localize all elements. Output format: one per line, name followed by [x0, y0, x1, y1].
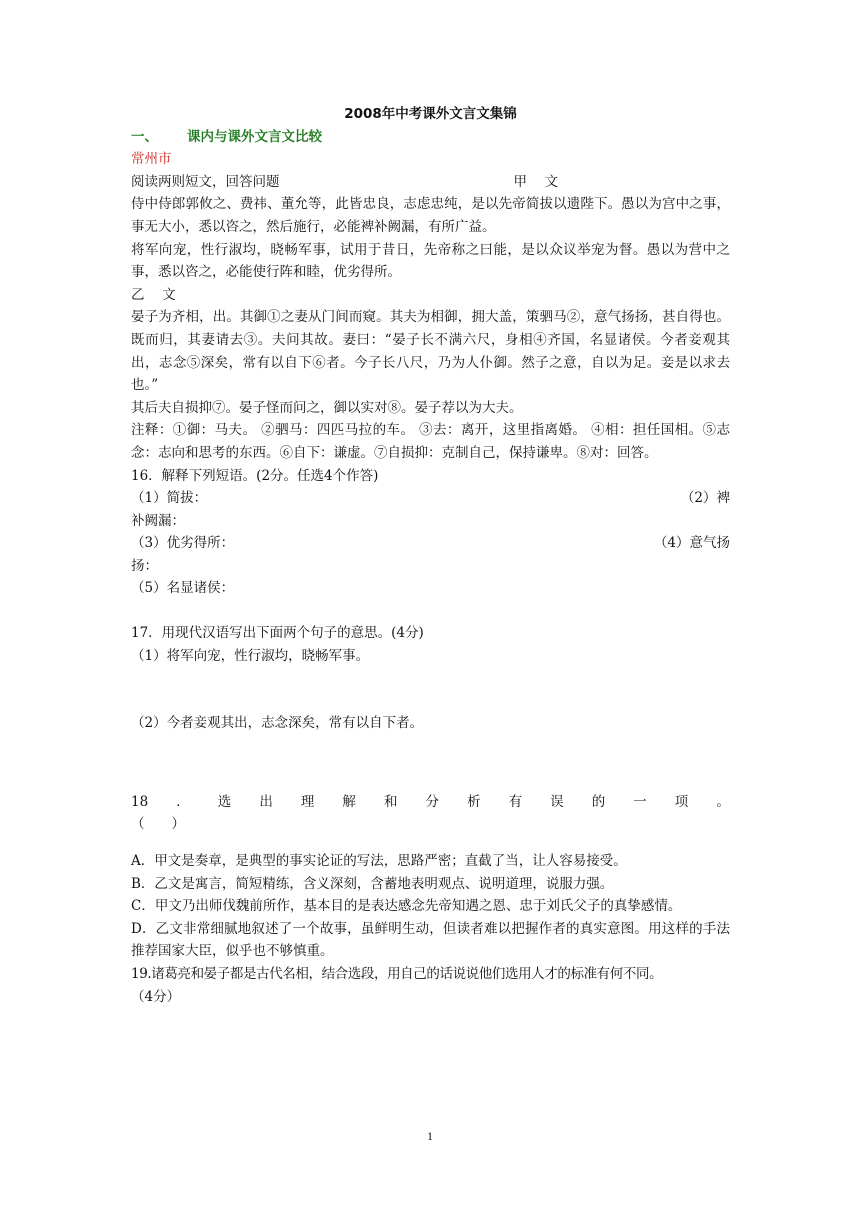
question-16-item-3: （3）优劣得所：: [131, 535, 235, 552]
passage-jia-paragraph-1: 侍中侍郎郭攸之、费祎、董允等，此皆忠良，志虑忠纯，是以先帝简拔以遗陛下。愚以为宫中之事，事无大小，悉以咨之，然后施行，必能裨补阙漏，有所广益。: [131, 196, 730, 235]
passage-yi-label: 乙 文: [131, 286, 176, 303]
section-label: 课内与课外文言文比较: [187, 128, 322, 145]
question-18-char: 误: [550, 793, 564, 810]
question-18-char: 析: [467, 793, 481, 810]
question-18-char: 有: [508, 793, 523, 810]
question-18-char: 和: [383, 793, 398, 810]
question-18-char: 。: [716, 793, 730, 810]
question-18-char: 18: [131, 793, 149, 810]
question-19: 19.诸葛亮和晏子都是古代名相，结合选段，用自己的话说说他们选用人才的标准有何不同。: [131, 966, 663, 982]
question-18-char: 分: [425, 793, 440, 810]
instruction-text: 阅读两则短文，回答问题: [131, 173, 280, 190]
question-16-item-5: （5）名显诸侯：: [131, 580, 235, 597]
question-18-option-a: A．甲文是奏章，是典型的事实论证的写法，思路严密；直截了当，让人容易接受。: [131, 853, 627, 870]
page-number: 1: [427, 1129, 433, 1143]
question-17: 17．用现代汉语写出下面两个句子的意思。(4分): [131, 625, 424, 642]
question-18-char: 项: [674, 793, 689, 810]
question-18-char: 解: [342, 793, 356, 810]
question-16-item-2: （2）裨: [680, 490, 730, 507]
question-16-row-2: [131, 532, 730, 555]
city-label: 常州市: [131, 151, 172, 168]
section-number: 一、: [131, 128, 158, 145]
question-16-item-4-cont: 扬：: [131, 557, 158, 574]
question-18-char: 出: [259, 793, 273, 810]
question-16-item-2-cont: 补阙漏：: [131, 512, 185, 529]
question-16-row-1: [131, 487, 730, 510]
question-18-char: 选: [217, 793, 232, 810]
question-18-char: 的: [591, 793, 606, 810]
question-18-answer-paren: （ ）: [131, 816, 185, 833]
passage-yi-paragraph-2: 其后夫自损抑⑦。晏子怪而问之，御以实对⑧。晏子荐以为大夫。: [131, 399, 523, 416]
passage-jia-paragraph-2: 将军向宠，性行淑均，晓畅军事，试用于昔日，先帝称之曰能，是以众议举宠为督。愚以为营中之事，悉以咨之，必能使行阵和睦，优劣得所。: [131, 241, 730, 281]
question-19-score: （4分）: [131, 988, 181, 1005]
question-16: 16．解释下列短语。(2分。任选4个作答): [131, 467, 379, 484]
question-16-item-1: （1）简拔：: [131, 490, 208, 507]
question-16-item-4: （4）意气扬: [653, 535, 730, 552]
document-title: 2008年中考课外文言文集锦: [344, 106, 517, 122]
question-18-option-d: D．乙文非常细腻地叙述了一个故事，虽鲜明生动，但读者难以把握作者的真实意图。用这样的手法推荐国家大臣，似乎也不够慎重。: [131, 920, 730, 960]
question-18-option-c: C．甲文乃出师伐魏前所作，基本目的是表达感念先帝知遇之恩、忠于刘氏父子的真挚感情。: [131, 898, 682, 915]
question-18-char: ．: [176, 793, 190, 810]
question-18-option-b: B．乙文是寓言，简短精练，含义深刻，含蓄地表明观点、说明道理，说服力强。: [131, 875, 614, 892]
question-18: [131, 791, 730, 814]
section-heading: [131, 126, 730, 149]
question-18-char: 一: [633, 793, 647, 810]
question-17-item-2: （2）今者妾观其出，志念深矣，常有以自下者。: [131, 715, 424, 732]
document-body: [131, 103, 730, 1008]
question-17-item-1: （1）将军向宠，性行淑均，晓畅军事。: [131, 647, 370, 664]
passage-jia-label: 甲 文: [513, 173, 559, 190]
passage-yi-paragraph-1: 晏子为齐相，出。其御①之妻从门间而窥。其夫为相御，拥大盖，策驷马②，意气扬扬，甚自得也。既而归，其妻请去③。夫问其故。妻曰：“晏子长不满六尺，身相④齐国，名显诸侯。今者妾观其出，志念⑤深矣，常有以自下⑥者。今子长八尺，乃为人仆御。然子之意，自以为足。妾是以求去也。”: [131, 309, 730, 394]
annotations: 注释：①御：马夫。 ②驷马：四匹马拉的车。 ③去：离开，这里指离婚。 ④相：担任国相。⑤志念：志向和思考的东西。⑥自下：谦虚。⑦自损抑：克制自己，保持谦卑。⑧对：回答。: [131, 422, 730, 461]
question-18-char: 理: [300, 793, 315, 810]
instruction-line: [131, 171, 730, 194]
